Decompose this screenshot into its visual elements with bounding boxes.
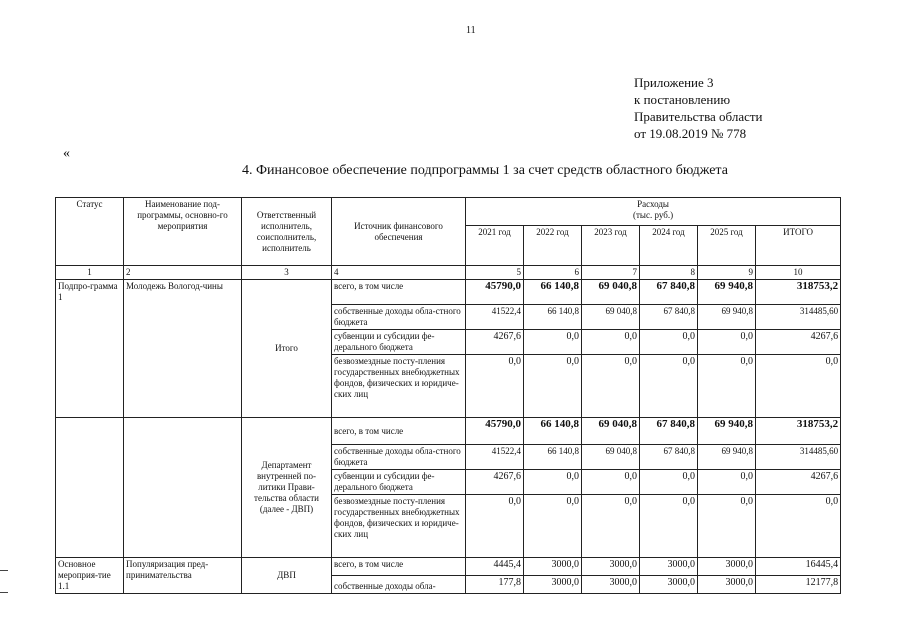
value-cell: 314485,60 — [756, 445, 841, 470]
value-cell: 45790,0 — [466, 418, 524, 445]
value-cell: 67 840,8 — [640, 280, 698, 305]
row-source: безвозмездные посту-пления государственных внебюджетных фондов, физических и юридиче-ских лиц — [332, 495, 466, 558]
appendix-line: к постановлению — [634, 92, 731, 107]
header-year: 2021 год — [466, 226, 524, 266]
value-cell: 69 940,8 — [698, 445, 756, 470]
value-cell: 0,0 — [582, 330, 640, 355]
value-cell: 69 040,8 — [582, 305, 640, 330]
header-expenses-unit: (тыс. руб.) — [633, 210, 674, 220]
value-cell: 0,0 — [698, 355, 756, 418]
col-number: 1 — [56, 266, 124, 280]
row-source: субвенции и субсидии фе-дерального бюджета — [332, 470, 466, 495]
value-cell: 0,0 — [640, 495, 698, 558]
value-cell: 3000,0 — [582, 576, 640, 594]
open-quote: « — [63, 146, 70, 161]
value-cell: 3000,0 — [640, 576, 698, 594]
header-expenses-title: Расходы — [637, 199, 669, 209]
row-status — [56, 418, 124, 558]
value-cell: 69 040,8 — [582, 418, 640, 445]
appendix-block — [634, 74, 763, 142]
row-source: всего, в том числе — [332, 280, 466, 305]
row-source: безвозмездные посту-пления государственных внебюджетных фондов, физических и юридиче-ских лиц — [332, 355, 466, 418]
value-cell: 3000,0 — [698, 576, 756, 594]
value-cell: 66 140,8 — [524, 445, 582, 470]
value-cell: 66 140,8 — [524, 280, 582, 305]
value-cell: 67 840,8 — [640, 445, 698, 470]
header-year: 2022 год — [524, 226, 582, 266]
row-name: Популяризация пред-принимательства — [124, 558, 242, 594]
value-cell: 0,0 — [756, 495, 841, 558]
value-cell: 12177,8 — [756, 576, 841, 594]
value-cell: 66 140,8 — [524, 305, 582, 330]
value-cell: 0,0 — [756, 355, 841, 418]
row-source: всего, в том числе — [332, 558, 466, 576]
value-cell: 0,0 — [582, 355, 640, 418]
col-number: 3 — [242, 266, 332, 280]
value-cell: 0,0 — [698, 470, 756, 495]
appendix-line: Приложение 3 — [634, 75, 714, 90]
value-cell: 69 940,8 — [698, 305, 756, 330]
col-number: 2 — [124, 266, 242, 280]
value-cell: 3000,0 — [698, 558, 756, 576]
value-cell: 41522,4 — [466, 445, 524, 470]
value-cell: 0,0 — [524, 355, 582, 418]
value-cell: 69 040,8 — [582, 280, 640, 305]
row-source: собственные доходы обла-стного бюджета — [332, 445, 466, 470]
row-source: всего, в том числе — [332, 418, 466, 445]
header-name: Наименование под-программы, основно-го мероприятия — [124, 198, 242, 266]
value-cell: 0,0 — [698, 495, 756, 558]
value-cell: 3000,0 — [524, 576, 582, 594]
value-cell: 3000,0 — [524, 558, 582, 576]
row-source: субвенции и субсидии фе-дерального бюджета — [332, 330, 466, 355]
value-cell: 67 840,8 — [640, 305, 698, 330]
value-cell: 4267,6 — [756, 470, 841, 495]
margin-mark — [0, 592, 8, 593]
header-total: ИТОГО — [756, 226, 841, 266]
value-cell: 69 040,8 — [582, 445, 640, 470]
value-cell: 0,0 — [524, 330, 582, 355]
value-cell: 0,0 — [640, 330, 698, 355]
row-status: Основное мероприя-тие 1.1 — [56, 558, 124, 594]
value-cell: 0,0 — [466, 495, 524, 558]
row-source: собственные доходы обла- — [332, 576, 466, 594]
document-title: 4. Финансовое обеспечение подпрограммы 1 за счет средств областного бюджета — [242, 163, 728, 178]
value-cell: 4267,6 — [466, 470, 524, 495]
value-cell: 0,0 — [466, 355, 524, 418]
value-cell: 318753,2 — [756, 280, 841, 305]
appendix-line: от 19.08.2019 № 778 — [634, 126, 747, 141]
value-cell: 69 940,8 — [698, 418, 756, 445]
header-source: Источник финансового обеспечения — [332, 198, 466, 266]
page-number: 11 — [466, 25, 476, 36]
value-cell: 4445,4 — [466, 558, 524, 576]
value-cell: 67 840,8 — [640, 418, 698, 445]
value-cell: 69 940,8 — [698, 280, 756, 305]
value-cell: 4267,6 — [466, 330, 524, 355]
col-number: 9 — [698, 266, 756, 280]
row-executor: Департамент внутренней по-литики Прави-тельства области (далее - ДВП) — [242, 418, 332, 558]
value-cell: 16445,4 — [756, 558, 841, 576]
value-cell: 0,0 — [524, 495, 582, 558]
value-cell: 177,8 — [466, 576, 524, 594]
col-number: 8 — [640, 266, 698, 280]
header-year: 2025 год — [698, 226, 756, 266]
header-status: Статус — [56, 198, 124, 266]
value-cell: 0,0 — [640, 355, 698, 418]
value-cell: 0,0 — [698, 330, 756, 355]
header-expenses — [466, 198, 841, 226]
value-cell: 0,0 — [524, 470, 582, 495]
finance-table — [55, 197, 841, 594]
row-name — [124, 418, 242, 558]
row-status: Подпро-грамма 1 — [56, 280, 124, 418]
row-source: собственные доходы обла-стного бюджета — [332, 305, 466, 330]
value-cell: 0,0 — [582, 470, 640, 495]
col-number: 6 — [524, 266, 582, 280]
appendix-line: Правительства области — [634, 109, 763, 124]
value-cell: 0,0 — [582, 495, 640, 558]
value-cell: 41522,4 — [466, 305, 524, 330]
value-cell: 45790,0 — [466, 280, 524, 305]
value-cell: 0,0 — [640, 470, 698, 495]
header-year: 2024 год — [640, 226, 698, 266]
row-executor: ДВП — [242, 558, 332, 594]
value-cell: 4267,6 — [756, 330, 841, 355]
value-cell: 318753,2 — [756, 418, 841, 445]
value-cell: 314485,60 — [756, 305, 841, 330]
col-number: 10 — [756, 266, 841, 280]
value-cell: 3000,0 — [582, 558, 640, 576]
margin-mark — [0, 570, 8, 571]
col-number: 4 — [332, 266, 466, 280]
col-number: 5 — [466, 266, 524, 280]
value-cell: 3000,0 — [640, 558, 698, 576]
row-executor: Итого — [242, 280, 332, 418]
value-cell: 66 140,8 — [524, 418, 582, 445]
header-executor: Ответственный исполнитель, соисполнитель, исполнитель — [242, 198, 332, 266]
col-number: 7 — [582, 266, 640, 280]
header-year: 2023 год — [582, 226, 640, 266]
row-name: Молодежь Вологод-чины — [124, 280, 242, 418]
